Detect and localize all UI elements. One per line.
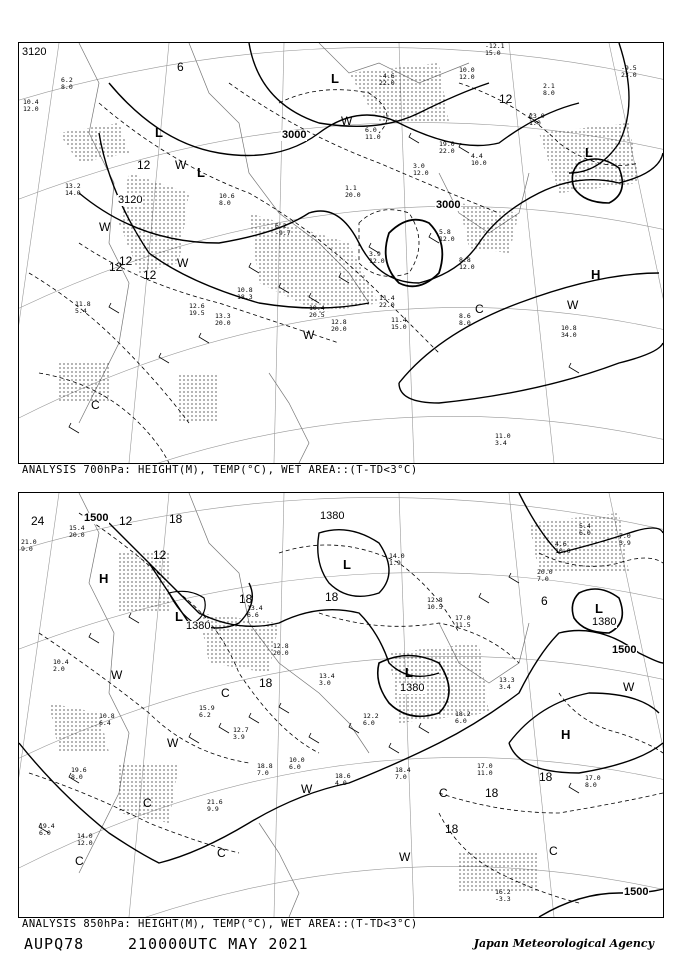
station-obs: 13.4 6.6 [247, 604, 263, 619]
station-obs: 18.2 6.0 [455, 710, 471, 725]
warm-symbol: W [175, 158, 187, 172]
station-obs: 11.8 5.4 [75, 300, 91, 315]
cold-symbol: C [475, 302, 484, 316]
cold-symbol: C [75, 854, 84, 868]
chart-700hpa [18, 42, 664, 464]
isotherm-label: 6 [177, 60, 184, 74]
isotherm-label: 12 [143, 268, 157, 282]
station-obs: 13.3 20.0 [215, 312, 231, 327]
station-obs: 10.4 12.0 [23, 98, 39, 113]
isotherm-label: 12 [119, 254, 133, 268]
isotherm-label: 24 [31, 514, 45, 528]
station-obs: 12.8 10.5 [427, 596, 443, 611]
caption-700hpa: ANALYSIS 700hPa: HEIGHT(M), TEMP(°C), WET AREA::(T-TD<3°C) [22, 464, 418, 476]
isotherm-label: 12 [119, 514, 133, 528]
station-obs: 16.2 -3.3 [495, 888, 511, 903]
station-obs: 17.0 8.0 [585, 774, 601, 789]
cold-symbol: C [91, 398, 100, 412]
isotherm-label: 6 [541, 594, 548, 608]
map-850hpa [19, 493, 663, 917]
caption-850hpa: ANALYSIS 850hPa: HEIGHT(M), TEMP(°C), WET AREA::(T-TD<3°C) [22, 918, 418, 930]
high-pressure-symbol: H [591, 267, 601, 282]
station-obs: 18.6 4.0 [335, 772, 351, 787]
warm-symbol: W [303, 328, 315, 342]
warm-symbol: W [111, 668, 123, 682]
contour-label: 3120 [22, 46, 47, 58]
station-obs: 10.6 8.0 [219, 192, 235, 207]
isotherm-label: 12 [153, 548, 167, 562]
station-obs: 10.0 12.0 [459, 66, 475, 81]
station-obs: 10.4 2.0 [53, 658, 69, 673]
isotherm-label: 18 [539, 770, 553, 784]
warm-symbol: W [623, 680, 635, 694]
isotherm-label: 12 [109, 260, 123, 274]
station-obs: 10.0 6.0 [289, 756, 305, 771]
station-obs: 7.0 3.9 [619, 532, 631, 547]
isotherm-label: 18 [259, 676, 273, 690]
cold-symbol: C [549, 844, 558, 858]
station-obs: 12.7 3.9 [233, 726, 249, 741]
station-obs: 21.6 9.9 [207, 798, 223, 813]
contour-label: 1500 [612, 644, 637, 656]
station-obs: 18.8 7.0 [257, 762, 273, 777]
contour-label: 1380 [186, 620, 211, 632]
cold-symbol: C [439, 786, 448, 800]
warm-symbol: W [341, 114, 353, 128]
isotherm-label: 18 [169, 512, 183, 526]
station-obs: 19.4 6.0 [39, 822, 55, 837]
warm-symbol: W [167, 736, 179, 750]
cold-symbol: C [143, 796, 152, 810]
agency-name: Japan Meteorological Agency [473, 937, 654, 950]
station-obs: 12.2 6.0 [363, 712, 379, 727]
contour-label: 1500 [84, 512, 109, 524]
isotherm-label: 18 [325, 590, 339, 604]
contour-label: 3120 [118, 194, 143, 206]
station-obs: 19.0 22.0 [439, 140, 455, 155]
station-obs: 4.4 10.0 [471, 152, 487, 167]
station-obs: 5.8 12.0 [439, 228, 455, 243]
isotherm-label: 18 [445, 822, 459, 836]
station-obs: 6.2 -9.7 [275, 222, 291, 237]
station-obs: 11.0 3.4 [495, 432, 511, 447]
warm-symbol: W [301, 782, 313, 796]
isotherm-label: 12 [499, 92, 513, 106]
station-obs: 15.9 6.2 [199, 704, 215, 719]
map-700hpa [19, 43, 663, 463]
station-obs: 18.4 7.0 [395, 766, 411, 781]
station-obs: 11.4 15.0 [391, 316, 407, 331]
station-obs: 1.1 20.0 [345, 184, 361, 199]
station-obs: 5.4 6.0 [579, 522, 591, 537]
station-obs: 12.8 20.0 [273, 642, 289, 657]
station-obs: 3.9 12.0 [369, 250, 385, 265]
station-obs: 15.4 20.0 [69, 524, 85, 539]
station-obs: 12.6 19.5 [189, 302, 205, 317]
station-obs: 17.0 11.0 [477, 762, 493, 777]
station-obs: 6.0 11.0 [365, 126, 381, 141]
low-pressure-symbol: L [343, 557, 351, 572]
station-obs: 13.4 3.0 [319, 672, 335, 687]
warm-symbol: W [99, 220, 111, 234]
contour-label: 1380 [400, 682, 425, 694]
low-pressure-symbol: L [595, 601, 603, 616]
station-obs: 11.4 22.0 [379, 294, 395, 309]
contour-label: 3000 [282, 129, 307, 141]
station-obs: 3.0 12.0 [413, 162, 429, 177]
station-obs: 10.8 34.0 [561, 324, 577, 339]
low-pressure-symbol: L [197, 165, 205, 180]
contour-label: 1380 [592, 616, 617, 628]
station-obs: -12.1 15.0 [485, 42, 505, 57]
low-pressure-symbol: L [175, 609, 183, 624]
contour-label: 3000 [436, 199, 461, 211]
warm-symbol: W [567, 298, 579, 312]
cold-symbol: C [217, 846, 226, 860]
station-obs: 10.4 20.5 [309, 304, 325, 319]
station-obs: 17.0 11.5 [455, 614, 471, 629]
bulletin-code: AUPQ78 [24, 935, 85, 953]
contour-label: 1380 [320, 510, 345, 522]
station-obs: 4.6 10.0 [555, 540, 571, 555]
low-pressure-symbol: L [405, 665, 413, 680]
station-obs: 21.0 9.0 [21, 538, 37, 553]
station-obs: 6.2 8.0 [61, 76, 73, 91]
high-pressure-symbol: H [99, 571, 109, 586]
station-obs: 8.6 8.0 [459, 312, 471, 327]
station-obs: -4.6 22.0 [379, 72, 395, 87]
station-obs: 13.3 3.4 [499, 676, 515, 691]
low-pressure-symbol: L [331, 71, 339, 86]
isotherm-label: 18 [239, 592, 253, 606]
station-obs: 19.6 8.0 [71, 766, 87, 781]
high-pressure-symbol: H [561, 727, 571, 742]
chart-850hpa [18, 492, 664, 918]
station-obs: 20.0 7.0 [537, 568, 553, 583]
station-obs: 10.8 6.4 [99, 712, 115, 727]
station-obs: -9.5 23.0 [621, 64, 637, 79]
warm-symbol: W [399, 850, 411, 864]
station-obs: 2.1 8.0 [543, 82, 555, 97]
station-obs: 10.8 18.3 [237, 286, 253, 301]
low-pressure-symbol: L [585, 145, 593, 160]
station-obs: 8.8 12.0 [459, 256, 475, 271]
warm-symbol: W [177, 256, 189, 270]
station-obs: 13.2 14.0 [65, 182, 81, 197]
isotherm-label: 12 [137, 158, 151, 172]
station-obs: 12.8 20.0 [331, 318, 347, 333]
cold-symbol: C [221, 686, 230, 700]
station-obs: 14.0 1.9 [389, 552, 405, 567]
station-obs: 14.0 12.0 [77, 832, 93, 847]
contour-label: 1500 [624, 886, 649, 898]
analysis-time: 210000UTC MAY 2021 [128, 935, 309, 953]
isotherm-label: 18 [485, 786, 499, 800]
station-obs: 23.0 1.0 [529, 112, 545, 127]
low-pressure-symbol: L [155, 125, 163, 140]
